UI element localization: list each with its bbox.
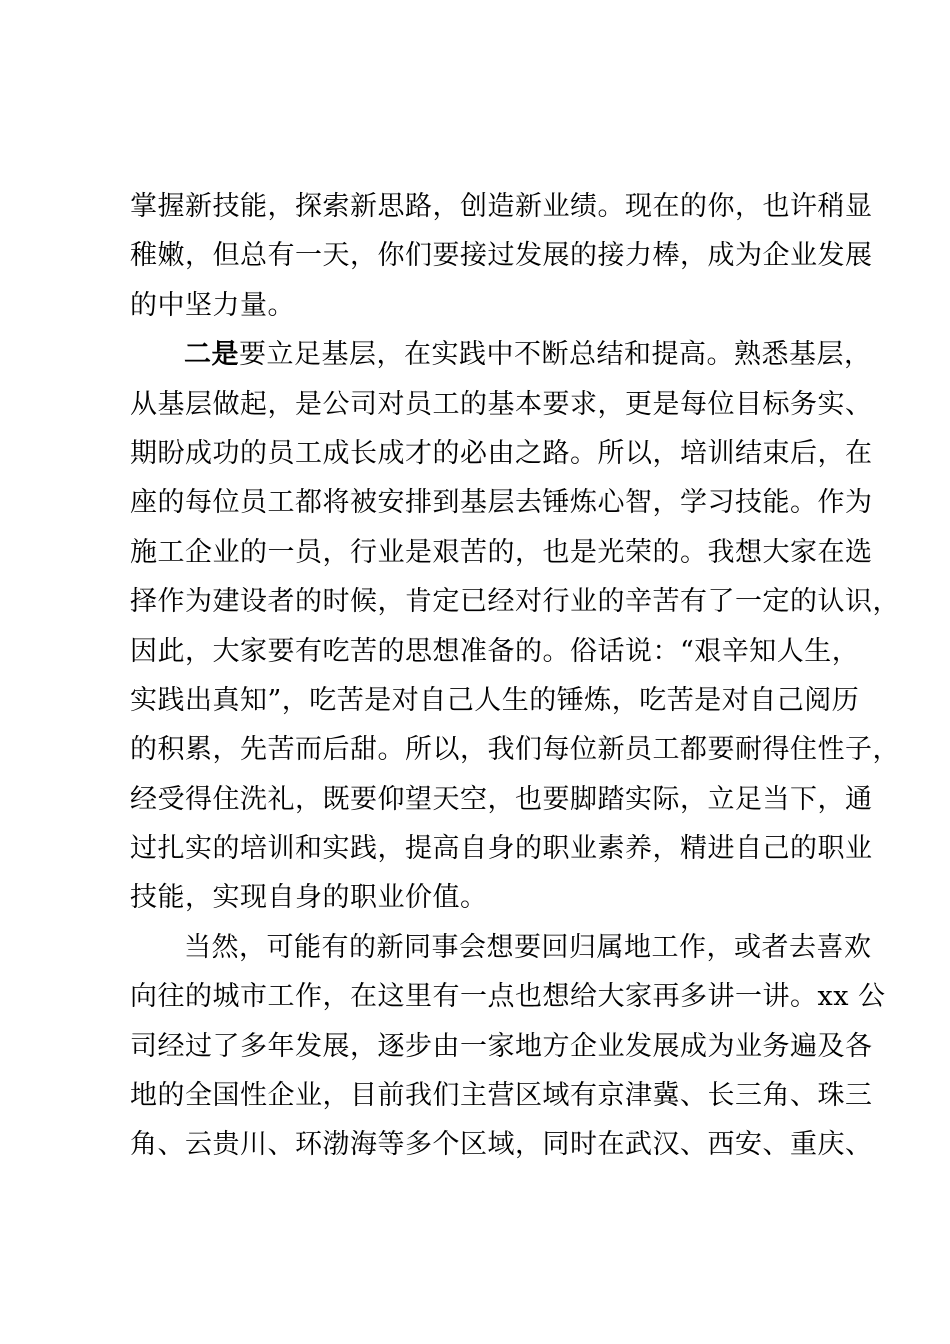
text-line: 座的每位员工都将被安排到基层去锤炼心智，学习技能。作为	[130, 487, 873, 519]
text-line: 期盼成功的员工成长成才的必由之路。所以，培训结束后，在	[130, 437, 873, 469]
text-line: 的中坚力量。	[130, 289, 295, 321]
paragraph-2	[130, 330, 900, 923]
text-line: 择作为建设者的时候，肯定已经对行业的辛苦有了一定的认识，	[130, 586, 900, 618]
paragraph-lead: 二是	[184, 339, 239, 371]
text-line: 过扎实的培训和实践，提高自身的职业素养，精进自己的职业	[130, 833, 873, 865]
text-span: 要立足基层，在实践中不断总结和提高。熟悉基层，	[239, 339, 872, 371]
text-line: 的积累，先苦而后甜。所以，我们每位新员工都要耐得住性子，	[130, 734, 900, 766]
text-line: 稚嫩，但总有一天，你们要接过发展的接力棒，成为企业发展	[130, 240, 873, 272]
paragraph-3	[130, 923, 886, 1170]
text-line: 因此，大家要有吃苦的思想准备的。俗话说：“艰辛知人生，	[130, 635, 860, 667]
text-line: 实践出真知”，吃苦是对自己人生的锤炼，吃苦是对自己阅历	[130, 684, 860, 716]
body-text	[130, 182, 900, 1170]
paragraph-1	[130, 182, 873, 330]
text-line: 掌握新技能，探索新思路，创造新业绩。现在的你，也许稍显	[130, 191, 873, 222]
text-line: 当然，可能有的新同事会想要回归属地工作，或者去喜欢	[184, 931, 872, 963]
text-line: 司经过了多年发展，逐步由一家地方企业发展成为业务遍及各	[130, 1030, 873, 1062]
text-line: 施工企业的一员，行业是艰苦的，也是光荣的。我想大家在选	[130, 536, 873, 568]
text-line: 角、云贵川、环渤海等多个区域，同时在武汉、西安、重庆、	[130, 1129, 873, 1161]
text-line: 地的全国性企业，目前我们主营区域有京津冀、长三角、珠三	[130, 1080, 873, 1112]
text-line: 技能，实现自身的职业价值。	[130, 882, 488, 914]
text-line	[130, 330, 872, 379]
text-line: 向往的城市工作，在这里有一点也想给大家再多讲一讲。xx 公	[130, 981, 886, 1013]
text-line: 从基层做起，是公司对员工的基本要求，更是每位目标务实、	[130, 388, 873, 420]
text-line: 经受得住洗礼，既要仰望天空，也要脚踏实际，立足当下，通	[130, 783, 873, 815]
